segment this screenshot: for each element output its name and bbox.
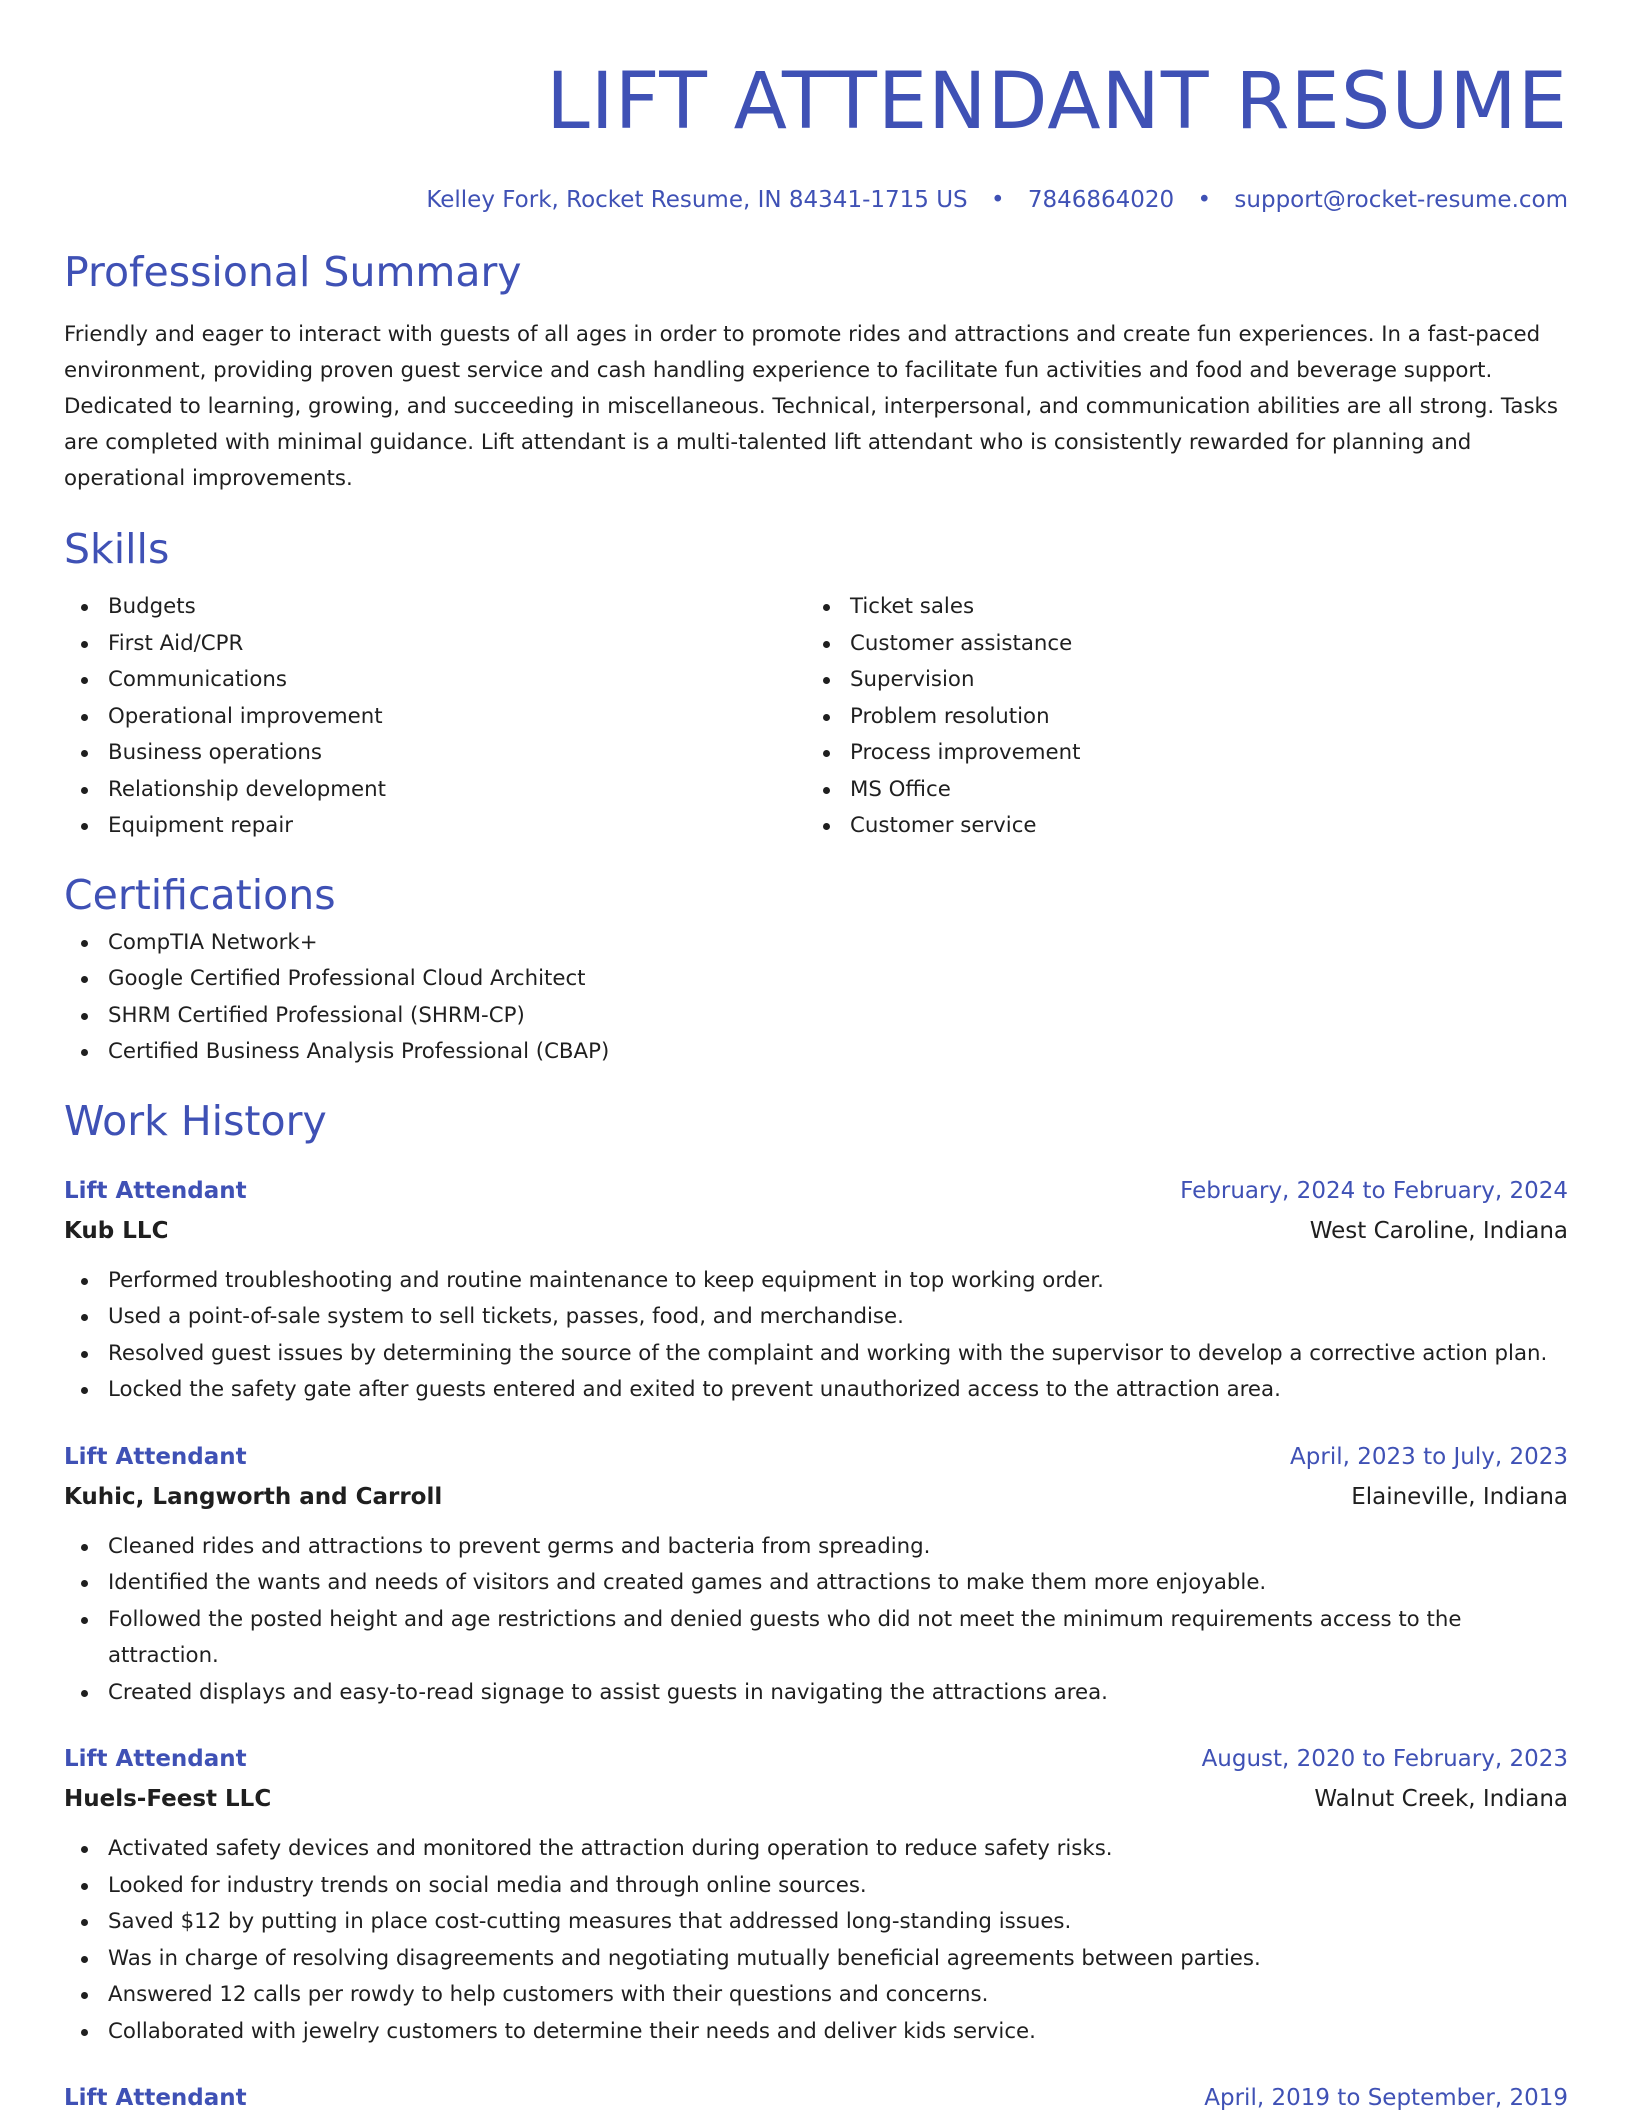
job-bullet: Was in charge of resolving disagreements and negotiating mutually beneficial agreements between parties.: [108, 1941, 1568, 1978]
skills-list-right: [806, 589, 1548, 845]
certification-item: Google Certified Professional Cloud Architect: [108, 961, 1568, 998]
job-bullets: [64, 1831, 1568, 2050]
job-role: Lift Attendant: [64, 2085, 247, 2111]
job-header-row: [64, 1739, 1568, 1779]
contact-email: support@rocket-resume.com: [1234, 187, 1568, 213]
job-location: Walnut Creek, Indiana: [1314, 1786, 1568, 1812]
job-company: Kuhic, Langworth and Carroll: [64, 1483, 443, 1510]
skill-item: Process improvement: [850, 735, 1548, 772]
job-bullet: Identified the wants and needs of visitors and created games and attractions to make them more enjoyable.: [108, 1565, 1568, 1602]
certification-item: CompTIA Network+: [108, 925, 1568, 962]
skills-column-left: [64, 589, 806, 845]
skill-item: Customer service: [850, 808, 1548, 845]
job-dates: August, 2020 to February, 2023: [1201, 1746, 1568, 1772]
job-role: Lift Attendant: [64, 1746, 247, 1772]
contact-address: Kelley Fork, Rocket Resume, IN 84341-1715 US: [426, 187, 968, 213]
job-bullet: Looked for industry trends on social media and through online sources.: [108, 1868, 1568, 1905]
skill-item: Operational improvement: [108, 699, 806, 736]
skill-item: MS Office: [850, 772, 1548, 809]
job-company-row: [64, 1779, 1568, 1819]
skill-item: First Aid/CPR: [108, 626, 806, 663]
job-bullet: Activated safety devices and monitored the attraction during operation to reduce safety risks.: [108, 1831, 1568, 1868]
job-bullet: Answered 12 calls per rowdy to help customers with their questions and concerns.: [108, 1977, 1568, 2014]
skill-item: Supervision: [850, 662, 1548, 699]
job-company-row: [64, 1477, 1568, 1517]
skill-item: Communications: [108, 662, 806, 699]
job-entry: [64, 1437, 1568, 1712]
job-header-row: [64, 1437, 1568, 1477]
job-entry-partial: [64, 2078, 1568, 2118]
job-entry: [64, 1739, 1568, 2050]
certification-item: SHRM Certified Professional (SHRM-CP): [108, 998, 1568, 1035]
certifications-list: [64, 925, 1568, 1071]
job-role: Lift Attendant: [64, 1177, 247, 1204]
contact-line: [64, 180, 1568, 220]
work-history-heading: Work History: [64, 1096, 327, 1145]
job-bullet: Locked the safety gate after guests entered and exited to prevent unauthorized access to the attraction area.: [108, 1372, 1568, 1409]
certifications-heading: Certifications: [64, 870, 336, 919]
contact-separator: •: [1197, 187, 1212, 213]
job-bullets: [64, 1529, 1568, 1712]
job-bullet: Resolved guest issues by determining the source of the complaint and working with the supervisor to develop a corrective action plan.: [108, 1336, 1568, 1373]
job-bullet: Cleaned rides and attractions to prevent germs and bacteria from spreading.: [108, 1529, 1568, 1566]
summary-heading: Professional Summary: [64, 248, 522, 296]
skills-columns: [64, 589, 1568, 845]
skill-item: Problem resolution: [850, 699, 1548, 736]
skill-item: Budgets: [108, 589, 806, 626]
summary-text: Friendly and eager to interact with guests of all ages in order to promote rides and attractions and create fun experiences. In a fast-paced environment, providing proven guest service and cash handling experience to facilitate fun activities and food and beverage support. Dedicated to learning, growing, and succeeding in miscellaneous. Technical, interpersonal, and communication abilities are all strong. Tasks are completed with minimal guidance. Lift attendant is a multi-talented lift attendant who is consistently rewarded for planning and operational improvements.: [64, 322, 1558, 491]
skill-item: Customer assistance: [850, 626, 1548, 663]
resume-page: [64, 0, 1568, 2118]
job-bullets: [64, 1263, 1568, 1409]
contact-separator: •: [990, 187, 1005, 213]
job-location: Elaineville, Indiana: [1351, 1483, 1568, 1510]
skills-list-left: [64, 589, 806, 845]
job-bullet: Used a point-of-sale system to sell tickets, passes, food, and merchandise.: [108, 1299, 1568, 1336]
job-header-row: [64, 2078, 1568, 2118]
skills-column-right: [806, 589, 1548, 845]
job-bullet: Collaborated with jewelry customers to determine their needs and deliver kids service.: [108, 2014, 1568, 2051]
certification-item: Certified Business Analysis Professional (CBAP): [108, 1034, 1568, 1071]
skill-item: Ticket sales: [850, 589, 1548, 626]
job-role: Lift Attendant: [64, 1443, 247, 1470]
resume-title: LIFT ATTENDANT RESUME: [546, 57, 1568, 147]
job-entry: [64, 1171, 1568, 1409]
job-dates: February, 2024 to February, 2024: [1180, 1177, 1568, 1204]
job-header-row: [64, 1171, 1568, 1211]
job-company-row: [64, 1211, 1568, 1251]
job-company: Kub LLC: [64, 1217, 169, 1244]
job-dates: April, 2019 to September, 2019: [1204, 2085, 1568, 2111]
job-dates: April, 2023 to July, 2023: [1290, 1443, 1568, 1470]
skills-heading: Skills: [64, 525, 170, 573]
skill-item: Business operations: [108, 735, 806, 772]
skill-item: Relationship development: [108, 772, 806, 809]
contact-phone: 7846864020: [1027, 187, 1175, 213]
job-bullet: Performed troubleshooting and routine maintenance to keep equipment in top working order.: [108, 1263, 1568, 1300]
job-bullet: Created displays and easy-to-read signage to assist guests in navigating the attractions area.: [108, 1675, 1568, 1712]
job-location: West Caroline, Indiana: [1309, 1217, 1568, 1244]
job-bullet: Followed the posted height and age restrictions and denied guests who did not meet the minimum requirements access to the attraction.: [108, 1602, 1568, 1675]
skill-item: Equipment repair: [108, 808, 806, 845]
job-company: Huels-Feest LLC: [64, 1786, 272, 1812]
job-bullet: Saved $12 by putting in place cost-cutting measures that addressed long-standing issues.: [108, 1904, 1568, 1941]
